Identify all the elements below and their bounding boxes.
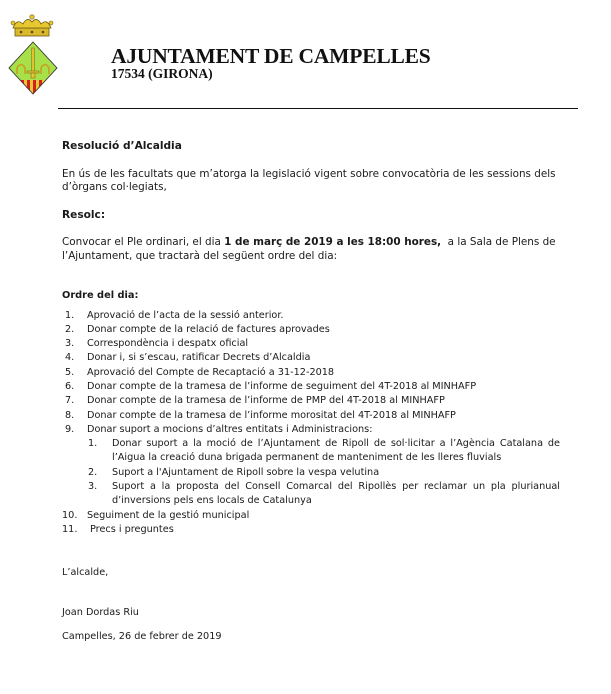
list-item: [62, 366, 572, 380]
list-item: [62, 380, 572, 394]
convocation-text-start: Convocar el Ple ordinari, el dia: [62, 236, 225, 248]
sub-list-item-text: Donar suport a la moció de l’Ajuntament de Ripoll de sol·licitar a l’Agència Catalana de l’Aigua la creació duna brigada permanent de manteniment de les lleres fluvials: [112, 438, 560, 464]
convocation-paragraph: [62, 236, 572, 263]
list-item-number: 5.: [65, 366, 75, 378]
page-subtitle: 17534 (GIRONA): [111, 66, 213, 81]
document-body: [62, 140, 572, 643]
agenda-heading: Ordre del dia:: [62, 290, 139, 301]
list-item-number: 2.: [65, 323, 75, 335]
sub-list-item-text: Suport a la proposta del Consell Comarcal del Ripollès per reclamar un pla plurianual d’inversions pels ens locals de Catalunya: [112, 481, 560, 507]
sub-list-item-number: 3.: [88, 481, 98, 493]
list-item-text: Donar compte de la relació de factures aprovades: [87, 323, 330, 335]
list-item: [62, 423, 572, 509]
signature-name: Joan Dordas Riu: [62, 607, 139, 619]
sub-list-item-number: 1.: [88, 438, 98, 450]
crown-icon: [11, 15, 53, 36]
list-item-number: 11.: [62, 523, 78, 535]
convocation-text-end: a la Sala de Plens de l’Ajuntament, que tractarà del següent ordre del dia:: [62, 236, 559, 262]
list-item-number: 4.: [65, 352, 75, 364]
list-item-number: 8.: [65, 409, 75, 421]
intro-paragraph: En ús de les facultats que m’atorga la legislació vigent sobre convocatòria de les sessions dels d’òrgans col·legiats,: [62, 167, 556, 193]
list-item-text: Seguiment de la gestió municipal: [87, 509, 250, 521]
list-item: [62, 351, 572, 365]
list-item-number: 10.: [62, 509, 78, 521]
sub-list-item: [62, 466, 572, 480]
list-item: [62, 337, 572, 351]
resolc-heading: Resolc:: [62, 208, 106, 221]
coat-of-arms-icon: [7, 12, 59, 98]
list-item-text: Donar suport a mocions d’altres entitats i Administracions:: [87, 423, 373, 435]
document-heading: Resolució d’Alcaldia: [62, 140, 182, 152]
list-item-number: 6.: [65, 380, 75, 392]
list-item-number: 7.: [65, 395, 75, 407]
list-item-text: Aprovació de l’acta de la sessió anterior.: [87, 309, 284, 321]
sub-list-item: [62, 480, 572, 509]
list-item: [62, 309, 572, 323]
list-item-text: Donar compte de la tramesa de l’informe morositat del 4T-2018 al MINHAFP: [87, 409, 456, 421]
signature-role: L’alcalde,: [62, 567, 109, 579]
list-item: [62, 323, 572, 337]
sub-agenda-list: [62, 437, 572, 508]
list-item-number: 3.: [65, 338, 75, 350]
list-item-text: Correspondència i despatx oficial: [87, 338, 249, 350]
list-item-text: Aprovació del Compte de Recaptació a 31-12-2018: [87, 366, 335, 378]
agenda-list: [62, 309, 572, 538]
list-item-text: Donar compte de la tramesa de l’informe de PMP del 4T-2018 al MINHAFP: [87, 395, 445, 407]
list-item-text: Donar compte de la tramesa de l’informe de seguiment del 4T-2018 al MINHAFP: [87, 380, 477, 392]
list-item-number: 1.: [65, 309, 75, 321]
list-item: [62, 523, 572, 537]
sub-list-item: [62, 437, 572, 466]
list-item-text: Donar i, si s’escau, ratificar Decrets d’Alcaldia: [87, 352, 311, 364]
list-item: [62, 409, 572, 423]
list-item-number: 9.: [65, 423, 75, 435]
header-divider: [58, 108, 578, 109]
list-item-text: Precs i preguntes: [90, 523, 174, 535]
sub-list-item-text: Suport a l'Ajuntament de Ripoll sobre la vespa velutina: [112, 466, 380, 478]
signature-place-date: Campelles, 26 de febrer de 2019: [62, 631, 222, 643]
convocation-date: 1 de març de 2019 a les 18:00 hores,: [224, 236, 442, 248]
page-title: AJUNTAMENT DE CAMPELLES: [111, 44, 431, 68]
list-item: [62, 509, 572, 523]
list-item: [62, 394, 572, 408]
sub-list-item-number: 2.: [88, 466, 98, 478]
shield-icon: [7, 42, 59, 98]
